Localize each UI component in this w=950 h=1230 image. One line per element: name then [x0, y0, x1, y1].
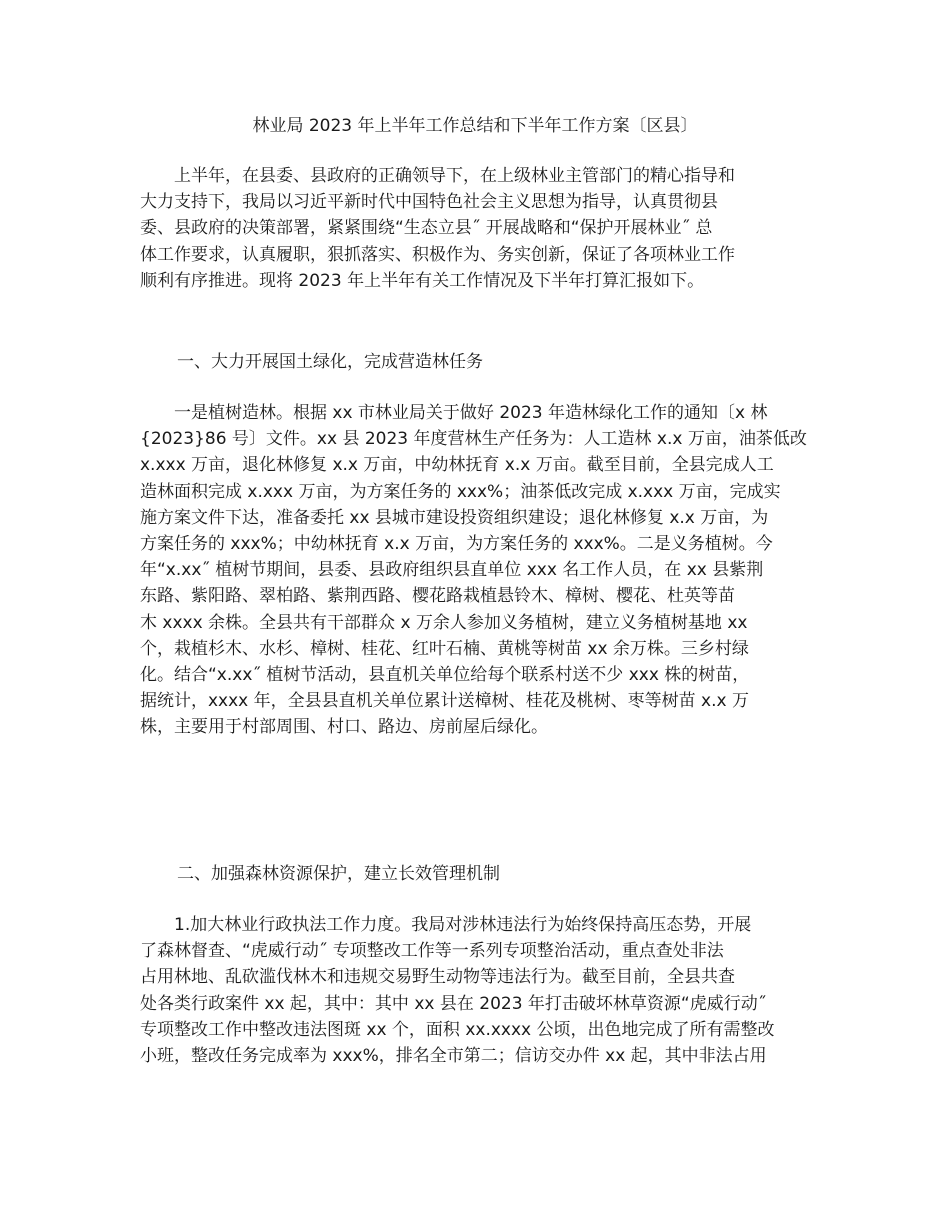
paragraph-line: 化。结合“x.xx˝ 植树节活动，县直机关单位给每个联系村送不少 xxx 株的树苗，	[140, 664, 750, 685]
paragraph-line: 据统计，xxxx 年，全县县直机关单位累计送樟树、桂花及桃树、枣等树苗 x.x 万	[140, 691, 749, 712]
paragraph-line: 造林面积完成 x.xxx 万亩，为方案任务的 xxx%；油茶低改完成 x.xxx 万亩，完成实	[140, 481, 781, 502]
paragraph-line: 大力支持下，我局以习近平新时代中国特色社会主义思想为指导，认真贯彻县	[140, 192, 718, 213]
paragraph-line: 占用林地、乱砍滥伐林木和违规交易野生动物等违法行为。截至目前，全县共查	[140, 967, 735, 988]
paragraph-line: 株，主要用于村部周围、村口、路边、房前屋后绿化。	[140, 717, 548, 738]
paragraph-line: 体工作要求，认真履职，狠抓落实、积极作为、务实创新，保证了各项林业工作	[140, 244, 735, 265]
paragraph-line: 一是植树造林。根据 xx 市林业局关于做好 2023 年造林绿化工作的通知〔x 林	[140, 403, 768, 423]
paragraph-line: 顺利有序推进。现将 2023 年上半年有关工作情况及下半年打算汇报如下。	[140, 270, 705, 291]
paragraph-line: 木 xxxx 余株。全县共有干部群众 x 万余人参加义务植树，建立义务植树基地 xx	[140, 612, 748, 633]
paragraph-line: 年“x.xx˝ 植树节期间，县委、县政府组织县直单位 xxx 名工作人员，在 xx 县紫荆	[140, 560, 764, 581]
paragraph-line: 委、县政府的决策部署，紧紧围绕“生态立县˝ 开展战略和“保护开展林业˝ 总	[140, 218, 713, 239]
paragraph-line: 个，栽植杉木、水杉、樟树、桂花、红叶石楠、黄桃等树苗 xx 余万株。三乡村绿	[140, 638, 749, 659]
section2-paragraph	[140, 912, 810, 1069]
paragraph-line: 上半年，在县委、县政府的正确领导下，在上级林业主管部门的精心指导和	[140, 166, 735, 186]
document-title: 林业局 2023 年上半年工作总结和下半年工作方案〔区县〕	[252, 116, 698, 136]
paragraph-line: 专项整改工作中整改违法图斑 xx 个，面积 xx.xxxx 公顷，出色地完成了所有需整改	[140, 1019, 775, 1040]
paragraph-line: 了森林督查、“虎威行动˝ 专项整改工作等一系列专项整治活动，重点查处非法	[140, 941, 724, 962]
paragraph-line: 方案任务的 xxx%；中幼林抚育 x.x 万亩，为方案任务的 xxx%。二是义务植树。今	[140, 533, 773, 554]
section1-paragraph	[140, 400, 810, 740]
paragraph-line: 施方案文件下达，准备委托 xx 县城市建设投资组织建设；退化林修复 x.x 万亩，为	[140, 507, 769, 528]
paragraph-line: 处各类行政案件 xx 起，其中：其中 xx 县在 2023 年打击破坏林草资源“虎威行动˝	[140, 993, 767, 1014]
paragraph-line: x.xxx 万亩，退化林修复 x.x 万亩，中幼林抚育 x.x 万亩。截至目前，全县完成人工	[140, 455, 774, 476]
section-heading-2: 二、加强森林资源保护，建立长效管理机制	[177, 864, 500, 884]
paragraph-line: 小班，整改任务完成率为 xxx%，排名全市第二；信访交办件 xx 起，其中非法占用	[140, 1045, 767, 1066]
section-heading-1: 一、大力开展国土绿化，完成营造林任务	[177, 352, 483, 372]
paragraph-line: {2023}86 号〕文件。xx 县 2023 年度营林生产任务为：人工造林 x.x 万亩，油茶低改	[140, 429, 807, 450]
paragraph-line: 1.加大林业行政执法工作力度。我局对涉林违法行为始终保持高压态势，开展	[140, 915, 752, 935]
intro-paragraph	[140, 163, 810, 294]
paragraph-line: 东路、紫阳路、翠柏路、紫荆西路、樱花路栽植悬铃木、樟树、樱花、杜英等苗	[140, 586, 735, 607]
